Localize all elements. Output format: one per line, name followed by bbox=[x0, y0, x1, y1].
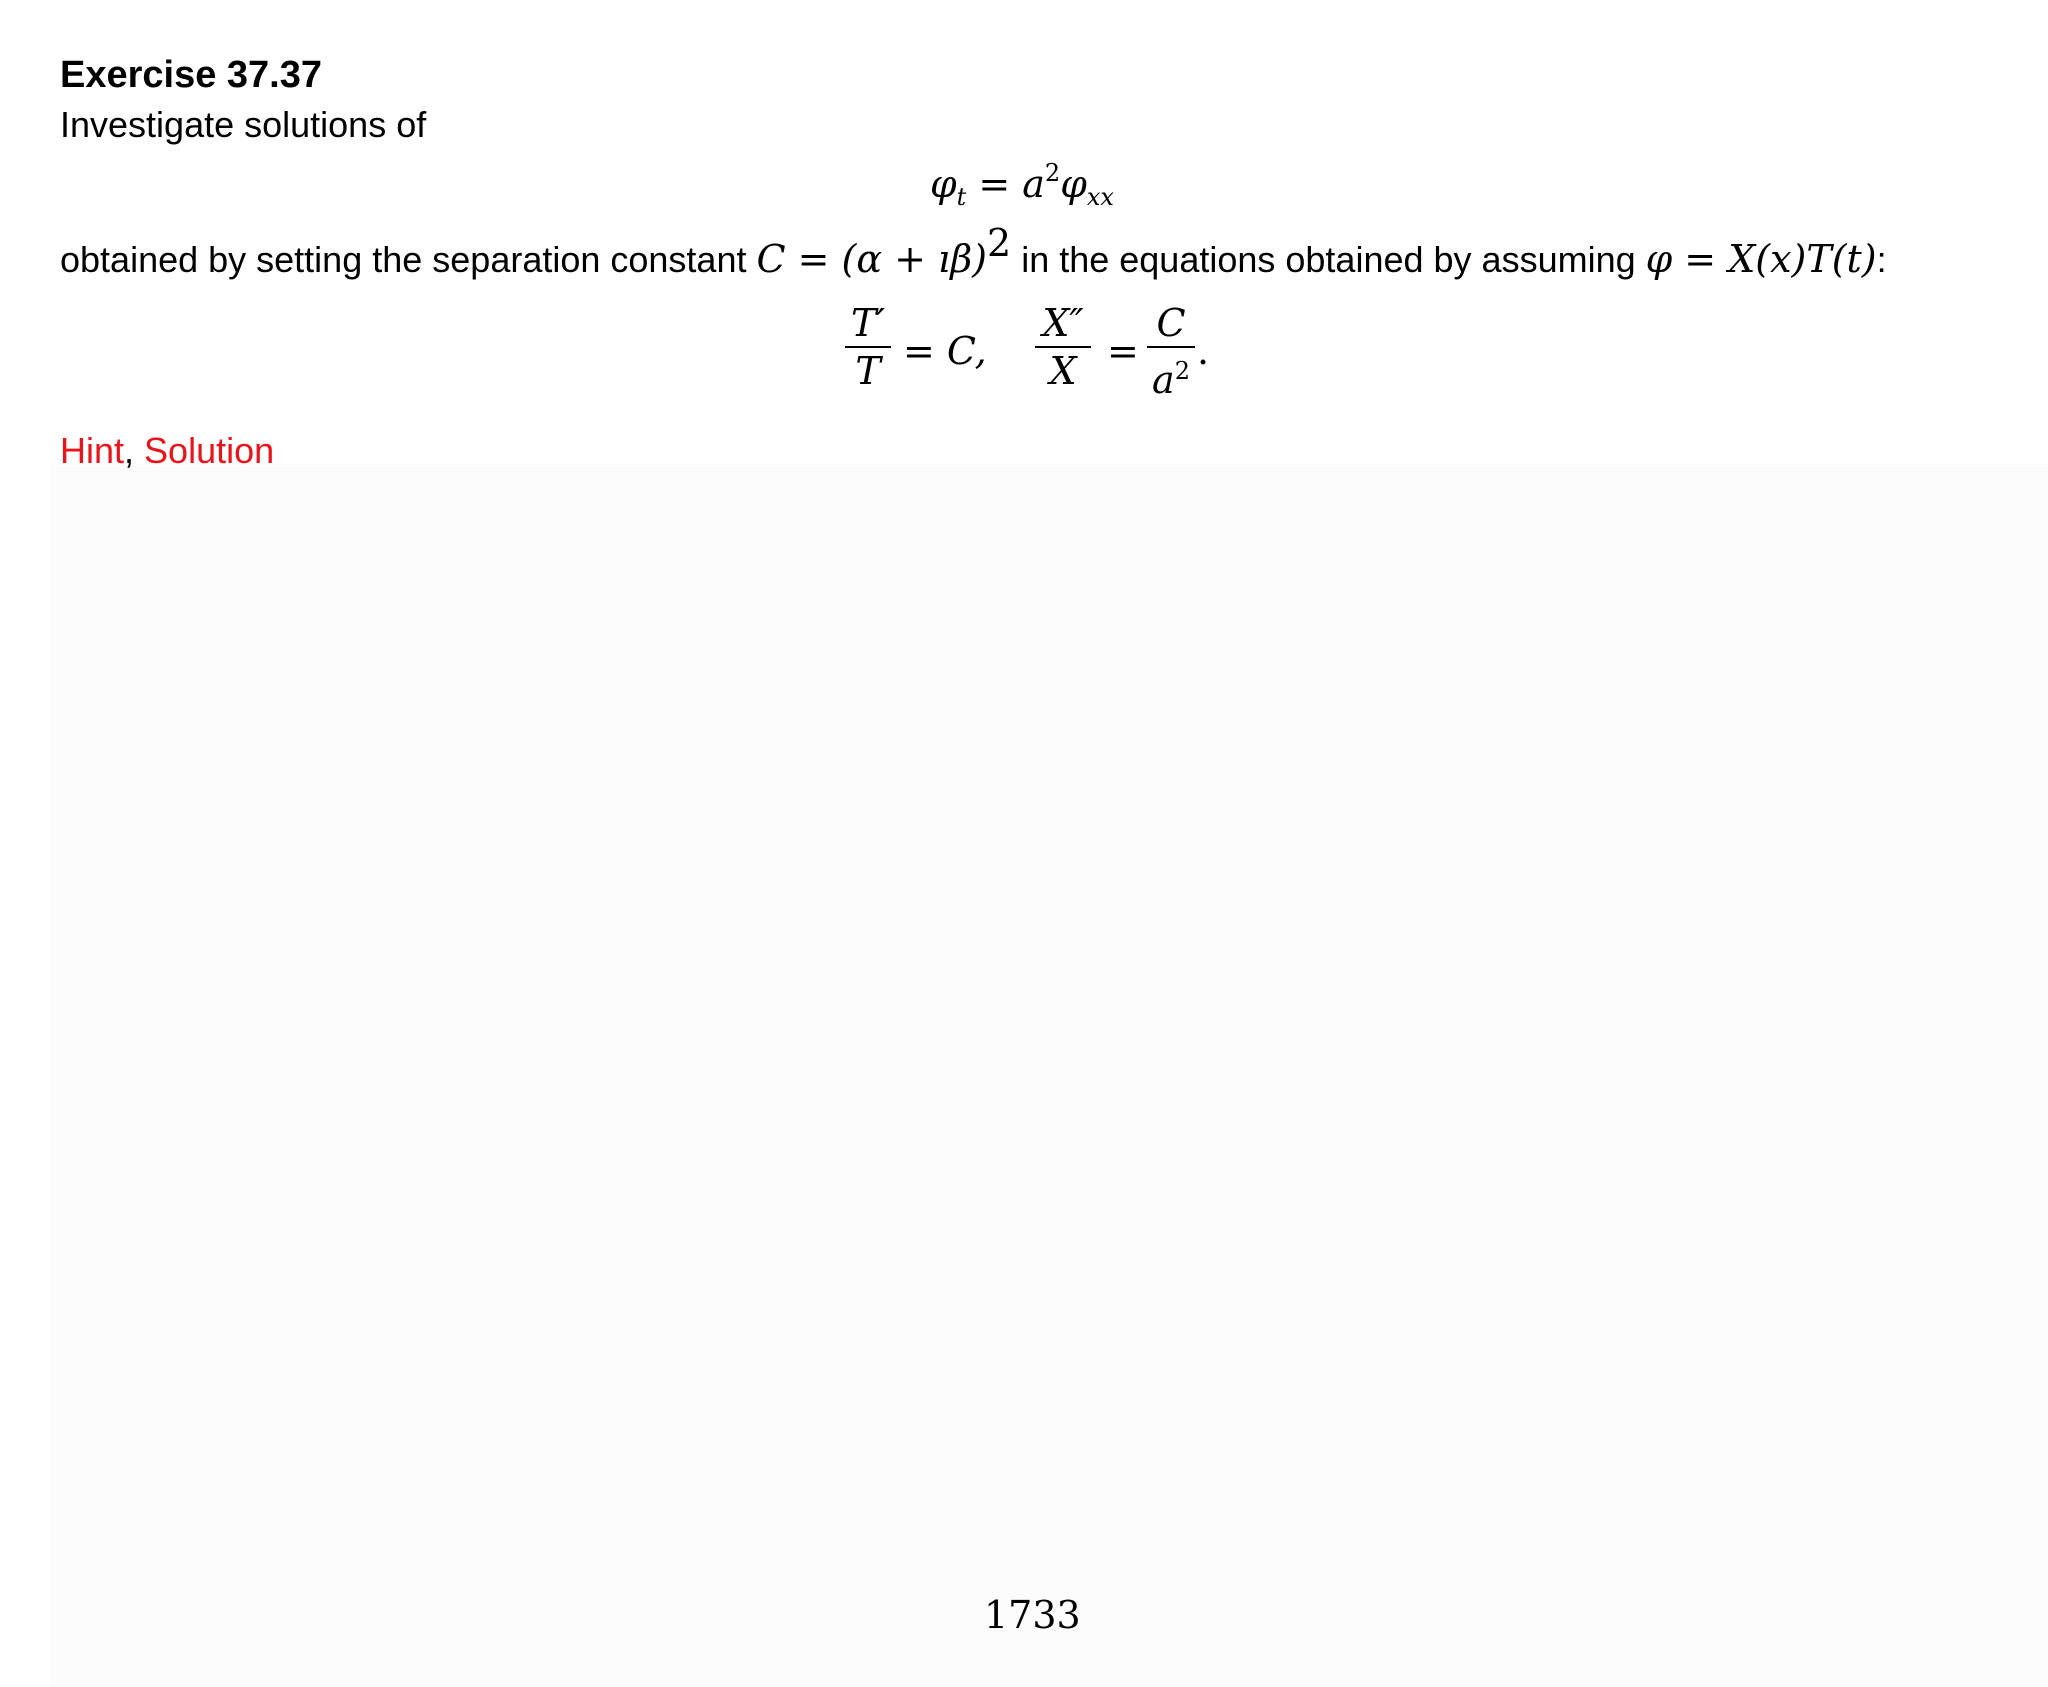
fraction-numerator: X″ bbox=[1042, 301, 1084, 345]
hint-solution-links bbox=[60, 426, 274, 476]
hint-link[interactable]: Hint bbox=[60, 430, 125, 471]
description-text-c: : bbox=[1876, 239, 1887, 280]
eq2-period: . bbox=[1197, 329, 1210, 373]
equation-heat bbox=[930, 148, 1114, 222]
fraction-x-double-prime-over-x bbox=[1035, 300, 1091, 394]
eq1-rhs-base: a bbox=[1022, 162, 1045, 206]
exercise-title: Exercise 37.37 bbox=[60, 54, 323, 96]
fraction-denominator: T bbox=[855, 349, 881, 393]
separation-constant-expr: C = (α + ıβ) bbox=[756, 237, 987, 281]
solution-link[interactable]: Solution bbox=[144, 430, 275, 471]
eq2-equals-c: = C, bbox=[903, 329, 987, 373]
fraction-numerator: T′ bbox=[851, 301, 885, 345]
fraction-denominator bbox=[1147, 348, 1195, 403]
description-text-a: obtained by setting the separation constant bbox=[60, 239, 757, 280]
fraction-den-sup: 2 bbox=[1174, 357, 1190, 385]
links-separator: , bbox=[124, 430, 145, 471]
fraction-numerator: C bbox=[1156, 301, 1186, 345]
fraction-c-over-a-squared bbox=[1147, 300, 1195, 403]
eq1-lhs-sub: t bbox=[956, 183, 967, 211]
description-text-b: in the equations obtained by assuming bbox=[1011, 239, 1646, 280]
eq1-lhs: φ bbox=[930, 162, 957, 206]
fraction-den-base: a bbox=[1152, 358, 1175, 402]
eq1-rhs-sub: xx bbox=[1086, 183, 1114, 211]
page-number: 1733 bbox=[984, 1593, 1081, 1637]
eq1-rel: = bbox=[966, 162, 1023, 206]
assumption-expr: φ = X(x)T(t) bbox=[1645, 237, 1877, 281]
page-background bbox=[50, 465, 2048, 1687]
separation-constant-sup: 2 bbox=[987, 221, 1012, 265]
eq1-rhs-sup: 2 bbox=[1044, 159, 1061, 187]
fraction-t-prime-over-t bbox=[845, 300, 891, 394]
exercise-description bbox=[60, 218, 1887, 285]
eq2-equals: = bbox=[1107, 329, 1139, 373]
fraction-denominator: X bbox=[1049, 349, 1077, 393]
eq1-rhs-phi: φ bbox=[1060, 162, 1087, 206]
exercise-intro: Investigate solutions of bbox=[60, 104, 427, 145]
